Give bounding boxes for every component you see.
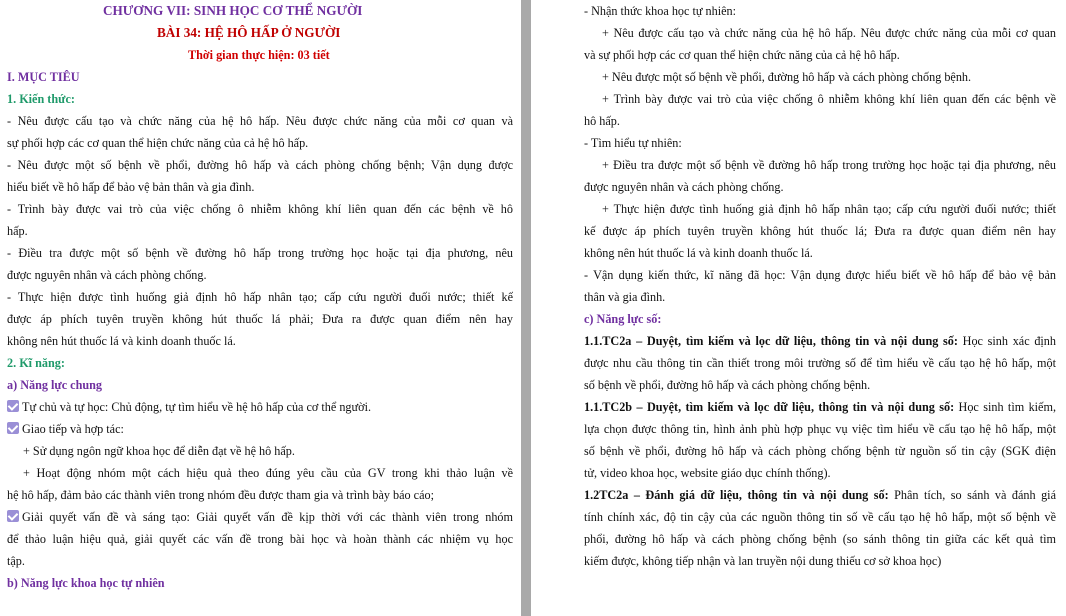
paragraph-line: hấp. (7, 224, 28, 238)
chapter-title: CHƯƠNG VII: SINH HỌC CƠ THỂ NGƯỜI (103, 3, 363, 18)
science-competence-heading: b) Năng lực khoa học tự nhiên (7, 576, 165, 590)
self-study-line (7, 396, 513, 418)
paragraph-line: - Tìm hiểu tự nhiên: (584, 136, 682, 150)
problem-solving-cont: tập. (7, 554, 25, 568)
paragraph-line: - Nêu được cấu tạo và chức năng của hệ hô hấp. Nêu được chức năng của mỗi cơ quan và (7, 114, 513, 128)
problem-solving-cont: để thảo luận hiệu quả, giải quyết các vấn đề trong bài học và hoàn thành các nhiệm vụ học (7, 532, 513, 546)
tc2a-code: 1.1.TC2a – Duyệt, tìm kiếm và lọc dữ liệu, thông tin và nội dung số: (584, 334, 958, 348)
paragraph-line: không nên hút thuốc lá và kinh doanh thuốc lá. (7, 334, 236, 348)
paragraph-line: - Nhận thức khoa học tự nhiên: (584, 4, 736, 18)
c2a-text: Phân tích, so sánh và đánh giá (888, 488, 1056, 502)
paragraph-line: được nhu cầu thông tin cần thiết trong môi trường số để tìm hiểu về cấu tạo hệ hô hấp, một (584, 356, 1056, 370)
checkbox-checked-icon (7, 422, 19, 434)
paragraph-line: + Nêu được một số bệnh về phổi, đường hô hấp và cách phòng chống bệnh. (602, 70, 972, 84)
paragraph-line: + Thực hiện được tình huống giả định hô hấp nhân tạo; cấp cứu người đuối nước; thiết (602, 202, 1056, 216)
tc2b-code: 1.1.TC2b – Duyệt, tìm kiếm và lọc dữ liệu, thông tin và nội dung số: (584, 400, 955, 414)
section-objectives: I. MỤC TIÊU (7, 70, 80, 84)
paragraph-line: - Điều tra được một số bệnh về đường hô hấp trong trường học hoặc tại địa phương, nêu (7, 246, 513, 260)
self-study-text: Tự chủ và tự học: Chủ động, tự tìm hiểu về hệ hô hấp của cơ thể người. (22, 400, 372, 414)
duration-text: Thời gian thực hiện: 03 tiết (188, 48, 330, 62)
paragraph-line: và sự phối hợp các cơ quan thể hiện chức năng của cả hệ hô hấp. (584, 48, 900, 62)
paragraph-line: được nguyên nhân và cách phòng chống. (584, 180, 784, 194)
tc2a-text: Học sinh xác định (957, 334, 1056, 348)
paragraph-line: kế được áp phích tuyên truyền không hút thuốc lá; Đưa ra được quan điểm nên hay (584, 224, 1056, 238)
checkbox-checked-icon (7, 510, 19, 522)
paragraph-line: được áp phích tuyên truyền không hút thuốc lá phải; Đưa ra được quan điểm nên hay (7, 312, 513, 326)
paragraph-line: - Nêu được một số bệnh về phổi, đường hô hấp và cách phòng chống bệnh; Vận dụng được (7, 158, 513, 172)
tc2b-text: Học sinh tìm kiếm, (954, 400, 1056, 414)
document-page-left (0, 0, 521, 616)
checkbox-checked-icon (7, 400, 19, 412)
communication-line (7, 418, 513, 440)
paragraph-line: số bệnh về phổi, đường hô hấp và cách phòng chống bệnh. (584, 378, 871, 392)
general-competence-heading: a) Năng lực chung (7, 378, 103, 392)
paragraph-line: hiểu biết về hô hấp để bảo vệ bản thân và gia đình. (7, 180, 255, 194)
lesson-title: BÀI 34: HỆ HÔ HẤP Ở NGƯỜI (157, 25, 341, 40)
paragraph-line: lựa chọn được thông tin, hình ảnh phù hợp phục vụ việc tìm hiểu về cấu tạo hệ hô hấp, một (584, 422, 1056, 436)
communication-text: Giao tiếp và hợp tác: (22, 422, 124, 436)
paragraph-line: được nguyên nhân và cách phòng chống. (7, 268, 207, 282)
paragraph-line: phổi, đường hô hấp và cách phòng chống bệnh (so sánh thông tin giữa các kết quả tìm (584, 532, 1056, 546)
paragraph-line: + Nêu được cấu tạo và chức năng của hệ hô hấp. Nêu được chức năng của mỗi cơ quan (602, 26, 1056, 40)
paragraph-line: - Vận dụng kiến thức, kĩ năng đã học: Vận dụng được hiểu biết về hô hấp để bảo vệ bản (584, 268, 1056, 282)
paragraph-line: tính chính xác, độ tin cậy của các nguồn thông tin số về cấu tạo hệ hô hấp, một số bệnh về (584, 510, 1056, 524)
digital-competence-heading: c) Năng lực số: (584, 312, 662, 326)
communication-item: + Sử dụng ngôn ngữ khoa học để diễn đạt về hệ hô hấp. (23, 444, 295, 458)
c2a-line (584, 484, 1056, 506)
paragraph-line: tử, video khoa học, website giáo dục chính thống). (584, 466, 831, 480)
skills-heading: 2. Kĩ năng: (7, 356, 65, 370)
tc2b-line (584, 396, 1056, 418)
paragraph-line: kiếm được, không tiếp nhận và lan truyền nội dung thiếu cơ sở khoa học) (584, 554, 942, 568)
tc2a-line (584, 330, 1056, 352)
paragraph-line: + Điều tra được một số bệnh về đường hô hấp trong trường học hoặc tại địa phương, nêu (602, 158, 1056, 172)
paragraph-line: sự phối hợp các cơ quan thể hiện chức năng của cả hệ hô hấp. (7, 136, 309, 150)
communication-item-cont: hệ hô hấp, đảm bảo các thành viên trong nhóm đều được tham gia và trình bày báo cáo; (7, 488, 434, 502)
problem-solving-line (7, 506, 513, 528)
communication-item: + Hoạt động nhóm một cách hiệu quả theo đúng yêu cầu của GV trong khi thảo luận về (23, 466, 513, 480)
paragraph-line: - Thực hiện được tình huống giả định hô hấp nhân tạo; cấp cứu người đuối nước; thiết kế (7, 290, 513, 304)
document-page-right (531, 0, 1066, 616)
paragraph-line: thân và gia đình. (584, 290, 666, 304)
problem-solving-text: Giải quyết vấn đề và sáng tạo: Giải quyết vấn đề kịp thời với các thành viên trong nhóm (22, 510, 513, 524)
paragraph-line: - Trình bày được vai trò của việc chống ô nhiễm không khí liên quan đến các bệnh về hô (7, 202, 513, 216)
c2a-code: 1.2TC2a – Đánh giá dữ liệu, thông tin và nội dung số: (584, 488, 889, 502)
knowledge-heading: 1. Kiến thức: (7, 92, 75, 106)
paragraph-line: số bệnh về phổi, đường hô hấp và cách phòng chống bệnh từ nguồn số tin cậy (SGK điện (584, 444, 1056, 458)
paragraph-line: hô hấp. (584, 114, 620, 128)
paragraph-line: không nên hút thuốc lá và kinh doanh thuốc lá. (584, 246, 813, 260)
paragraph-line: + Trình bày được vai trò của việc chống ô nhiễm không khí liên quan đến các bệnh về (602, 92, 1056, 106)
